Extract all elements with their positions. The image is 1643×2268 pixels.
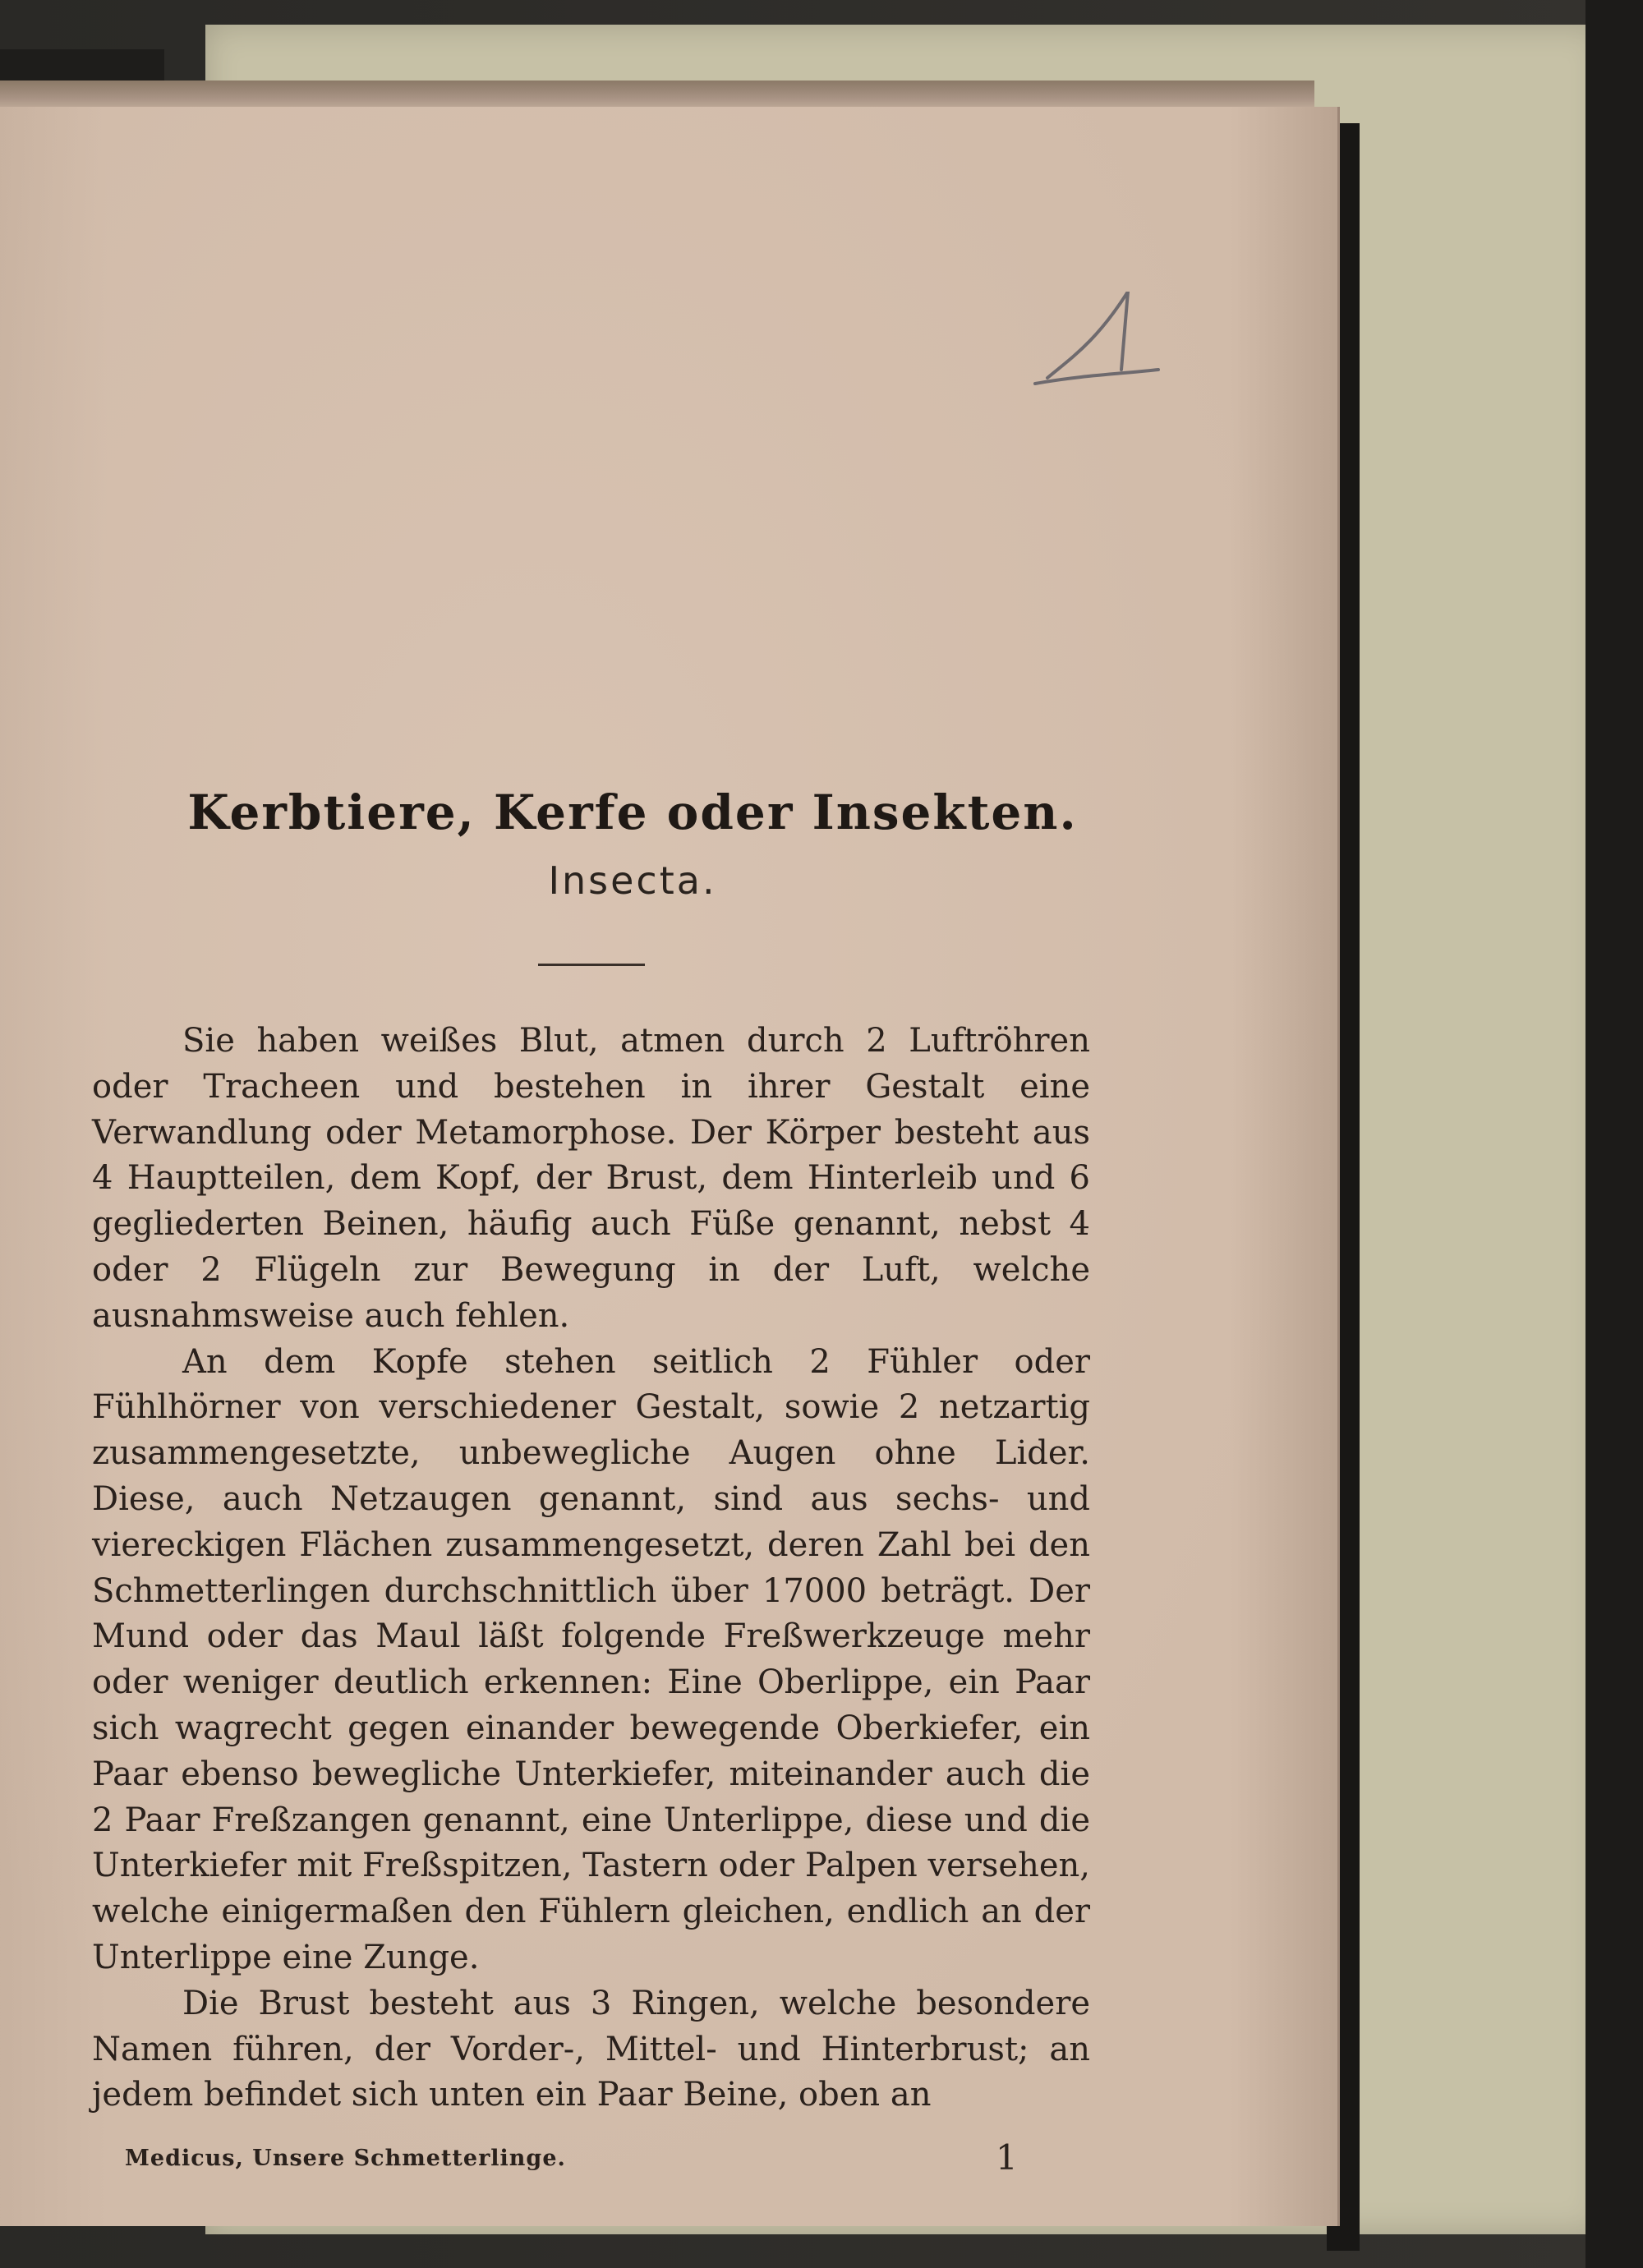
footer-book-title: Medicus, Unsere Schmetterlinge. — [125, 2146, 566, 2171]
book-page — [0, 107, 1340, 2226]
chapter-subtitle: Insecta. — [548, 858, 717, 903]
paragraph-2: An dem Kopfe stehen seitlich 2 Fühler oder Fühlhörner von verschiedener Gestalt, sowie 2 netzartig zusammengesetzte, unbewegliche Augen ohne Lider. Diese, auch Netzaugen genannt, sind aus sechs- und viereckigen Flächen zusammengesetzt, deren Zahl bei den Schmetterlingen durchschnittlich über 17000 beträgt. Der Mund oder das Maul läßt folgende Freßwerkzeuge mehr oder weniger deutlich erkennen: Eine Oberlippe, ein Paar sich wagrecht gegen einander bewegende Oberkiefer, ein Paar ebenso bewegliche Unterkiefer, miteinander auch die 2 Paar Freßzangen genannt, eine Unterlippe, diese und die Unterkiefer mit Freßspitzen, Tastern oder Palpen versehen, welche einigermaßen den Fühlern gleichen, endlich an der Unterlippe eine Zunge. — [92, 1342, 1090, 1976]
footer-signature-number: 1 — [996, 2137, 1018, 2178]
handwritten-folio-mark — [1031, 292, 1179, 398]
board-dark-edge — [1585, 0, 1643, 2268]
title-divider — [538, 964, 645, 966]
book-top-edge — [0, 81, 1314, 110]
chapter-title: Kerbtiere, Kerfe oder Insekten. — [187, 784, 1078, 840]
body-text — [92, 1019, 1090, 2118]
paragraph-1: Sie haben weißes Blut, atmen durch 2 Luftröhren oder Tracheen und bestehen in ihrer Gestalt eine Verwandlung oder Metamorphose. Der Körper besteht aus 4 Hauptteilen, dem Kopf, der Brust, dem Hinterleib und 6 gegliederten Beinen, häufig auch Füße genannt, nebst 4 oder 2 Flügeln zur Bewegung in der Luft, welche ausnahmsweise auch fehlen. — [92, 1022, 1090, 1335]
page-footer — [125, 2137, 1020, 2183]
paragraph-3: Die Brust besteht aus 3 Ringen, welche besondere Namen führen, der Vorder-, Mittel- und Hinterbrust; an jedem befindet sich unten ein Paar Beine, oben an — [92, 1984, 1090, 2114]
folio-mark-drawing — [1031, 292, 1179, 398]
